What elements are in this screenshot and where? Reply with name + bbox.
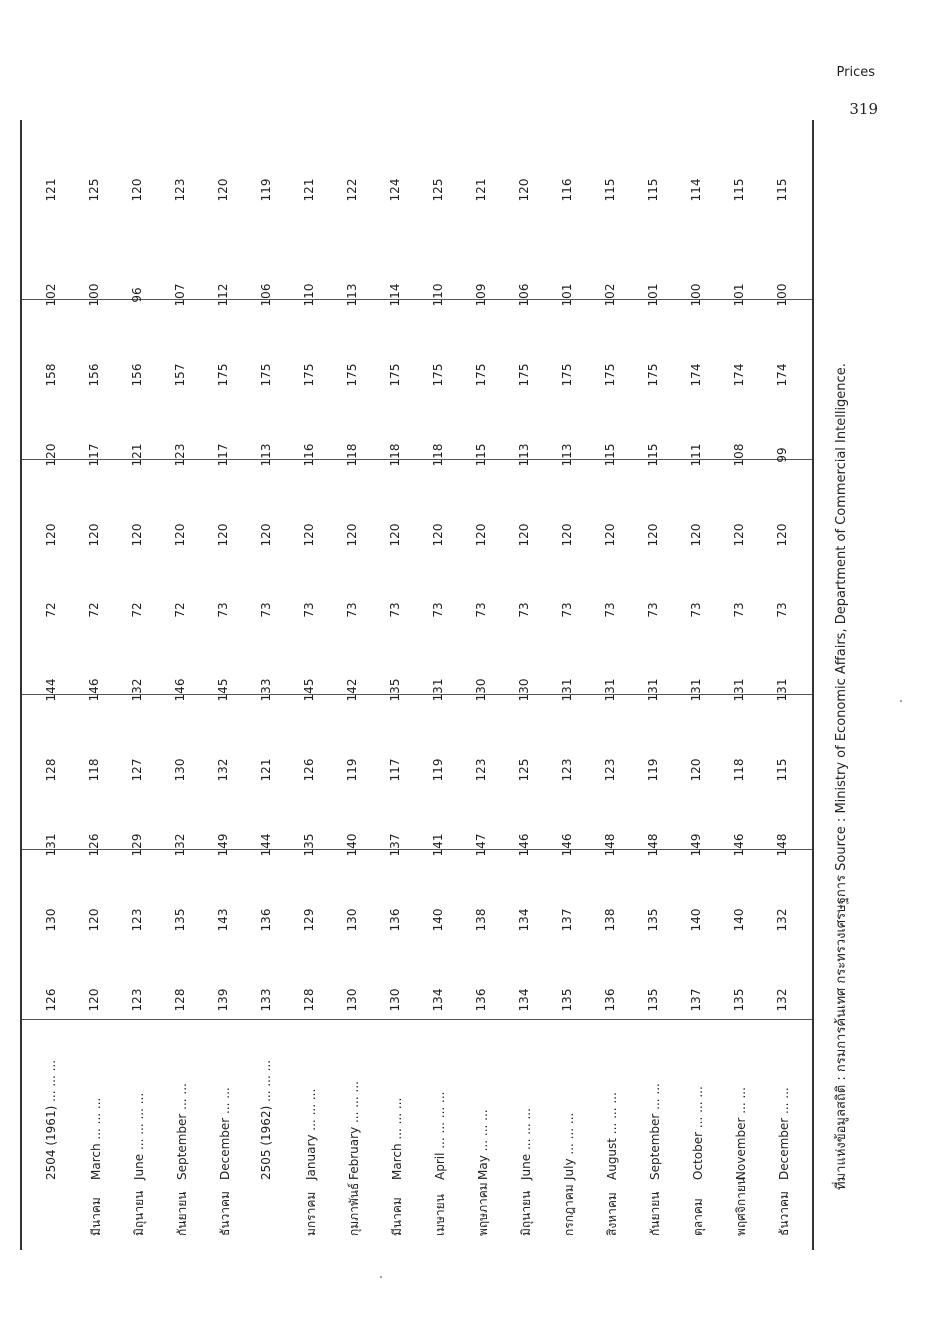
value-cell: 127: [130, 758, 144, 782]
value-cell: 73: [732, 602, 746, 618]
value-cell: 125: [87, 178, 101, 202]
value-cell: 175: [517, 363, 531, 387]
value-cell: 131: [431, 678, 445, 702]
value-cell: 73: [302, 602, 316, 618]
value-cell: 120: [44, 523, 58, 547]
row-thai-month: มีนาคม: [89, 1197, 103, 1236]
table-row: [419, 120, 460, 1250]
row-thai-month: มิถุนายน: [519, 1190, 533, 1236]
value-cell: 148: [646, 833, 660, 857]
value-cell: 146: [560, 833, 574, 857]
row-period-label: [431, 1092, 450, 1236]
value-cell: 174: [689, 363, 703, 387]
value-cell: 101: [732, 283, 746, 307]
value-cell: 126: [302, 758, 316, 782]
value-cell: 120: [87, 908, 101, 932]
value-cell: 140: [345, 833, 359, 857]
table-row: [505, 120, 546, 1250]
table-row: [204, 120, 245, 1250]
value-cell: 114: [689, 178, 703, 202]
row-period-label: [173, 1083, 192, 1236]
table-row: [462, 120, 503, 1250]
value-cell: 157: [173, 363, 187, 387]
value-cell: 175: [345, 363, 359, 387]
value-cell: 72: [130, 602, 144, 618]
value-cell: 135: [302, 833, 316, 857]
value-cell: 120: [87, 523, 101, 547]
value-cell: 130: [345, 908, 359, 932]
value-cell: 120: [216, 523, 230, 547]
table-row: [161, 120, 202, 1250]
value-cell: 100: [689, 283, 703, 307]
table-row: [720, 120, 761, 1250]
value-cell: 128: [173, 988, 187, 1012]
row-thai-month: มกราคม: [304, 1191, 318, 1236]
value-cell: 102: [603, 283, 617, 307]
value-cell: 112: [216, 283, 230, 307]
value-cell: 102: [44, 283, 58, 307]
value-cell: 116: [560, 178, 574, 202]
value-cell: 73: [259, 602, 273, 618]
row-thai-month: ธันวาคม: [218, 1191, 232, 1236]
value-cell: 120: [388, 523, 402, 547]
row-thai-month: กันยายน: [175, 1191, 189, 1236]
value-cell: 120: [689, 758, 703, 782]
value-cell: 96: [130, 287, 144, 303]
table-row: [634, 120, 675, 1250]
value-cell: 120: [173, 523, 187, 547]
row-english-label: March ... ... ...: [89, 1097, 103, 1180]
value-cell: 142: [345, 678, 359, 702]
value-cell: 113: [560, 443, 574, 467]
value-cell: 131: [775, 678, 789, 702]
value-cell: 144: [44, 678, 58, 702]
value-cell: 123: [130, 908, 144, 932]
value-cell: 113: [517, 443, 531, 467]
value-cell: 118: [87, 758, 101, 782]
value-cell: 121: [474, 178, 488, 202]
value-cell: 120: [130, 178, 144, 202]
value-cell: 134: [517, 908, 531, 932]
value-cell: 124: [388, 178, 402, 202]
value-cell: 126: [87, 833, 101, 857]
value-cell: 113: [345, 283, 359, 307]
value-cell: 121: [130, 443, 144, 467]
row-thai-month: สิงหาคม: [605, 1192, 619, 1236]
value-cell: 119: [431, 758, 445, 782]
value-cell: 133: [259, 988, 273, 1012]
page-number: 319: [849, 100, 878, 118]
value-cell: 141: [431, 833, 445, 857]
table-row: [75, 120, 116, 1250]
value-cell: 120: [560, 523, 574, 547]
value-cell: 175: [259, 363, 273, 387]
value-cell: 115: [603, 178, 617, 202]
value-cell: 175: [474, 363, 488, 387]
value-cell: 73: [775, 602, 789, 618]
value-cell: 148: [603, 833, 617, 857]
value-cell: 158: [44, 363, 58, 387]
value-cell: 120: [775, 523, 789, 547]
value-cell: 149: [689, 833, 703, 857]
value-cell: 125: [517, 758, 531, 782]
row-english-label: July ... ... ...: [562, 1112, 576, 1180]
value-cell: 140: [431, 908, 445, 932]
row-english-label: April ... ... ... ...: [433, 1091, 447, 1180]
value-cell: 108: [732, 443, 746, 467]
table-row: [591, 120, 632, 1250]
value-cell: 120: [259, 523, 273, 547]
value-cell: 120: [431, 523, 445, 547]
value-cell: 119: [345, 758, 359, 782]
value-cell: 139: [216, 988, 230, 1012]
row-thai-month: พฤษภาคม: [476, 1182, 490, 1236]
row-thai-month: กรกฎาคม: [562, 1184, 576, 1236]
value-cell: 114: [388, 283, 402, 307]
value-cell: 135: [646, 988, 660, 1012]
value-cell: 73: [388, 602, 402, 618]
row-thai-month: ธันวาคม: [777, 1191, 791, 1236]
value-cell: 117: [388, 758, 402, 782]
value-cell: 73: [560, 602, 574, 618]
value-cell: 175: [388, 363, 402, 387]
value-cell: 73: [689, 602, 703, 618]
value-cell: 115: [603, 443, 617, 467]
value-cell: 145: [216, 678, 230, 702]
row-thai-month: เมษายน: [433, 1194, 447, 1236]
value-cell: 115: [775, 178, 789, 202]
value-cell: 116: [302, 443, 316, 467]
row-english-label: September ... ...: [175, 1083, 189, 1180]
value-cell: 146: [87, 678, 101, 702]
value-cell: 175: [560, 363, 574, 387]
value-cell: 115: [474, 443, 488, 467]
row-period-label: [130, 1093, 149, 1236]
value-cell: 120: [603, 523, 617, 547]
value-cell: 137: [560, 908, 574, 932]
table-row: [247, 120, 288, 1250]
value-cell: 73: [646, 602, 660, 618]
value-cell: 118: [388, 443, 402, 467]
row-english-label: December ... ...: [218, 1087, 232, 1180]
value-cell: 126: [44, 988, 58, 1012]
value-cell: 119: [259, 178, 273, 202]
value-cell: 72: [173, 602, 187, 618]
value-cell: 110: [302, 283, 316, 307]
row-thai-month: พฤศจิกายน: [734, 1176, 748, 1236]
value-cell: 120: [87, 988, 101, 1012]
value-cell: 147: [474, 833, 488, 857]
row-english-label: 2504 (1961) ... ... ...: [44, 1059, 58, 1180]
value-cell: 115: [775, 758, 789, 782]
value-cell: 135: [388, 678, 402, 702]
value-cell: 123: [474, 758, 488, 782]
row-period-label: [87, 1098, 106, 1236]
value-cell: 138: [474, 908, 488, 932]
value-cell: 130: [474, 678, 488, 702]
value-cell: 132: [216, 758, 230, 782]
value-cell: 111: [689, 443, 703, 467]
value-cell: 106: [517, 283, 531, 307]
value-cell: 149: [216, 833, 230, 857]
row-thai-month: กุมภาพันธ์: [347, 1182, 361, 1236]
value-cell: 123: [173, 178, 187, 202]
value-cell: 130: [173, 758, 187, 782]
table-row: [548, 120, 589, 1250]
table-row: [333, 120, 374, 1250]
value-cell: 121: [44, 178, 58, 202]
value-cell: 174: [732, 363, 746, 387]
value-cell: 132: [173, 833, 187, 857]
value-cell: 137: [689, 988, 703, 1012]
value-cell: 156: [87, 363, 101, 387]
value-cell: 137: [388, 833, 402, 857]
row-english-label: August ... ... ...: [605, 1092, 619, 1180]
value-cell: 135: [173, 908, 187, 932]
value-cell: 117: [87, 443, 101, 467]
value-cell: 133: [259, 678, 273, 702]
value-cell: 120: [130, 523, 144, 547]
value-cell: 72: [44, 602, 58, 618]
value-cell: 146: [517, 833, 531, 857]
value-cell: 122: [345, 178, 359, 202]
value-cell: 118: [431, 443, 445, 467]
row-period-label: [388, 1098, 407, 1236]
value-cell: 120: [646, 523, 660, 547]
row-english-label: October ... ... ...: [691, 1086, 705, 1180]
value-cell: 101: [560, 283, 574, 307]
source-note: ที่มาแห่งข้อมูลสถิติ : กรมการค้นเทศ กระทรวงเศรษฐการ Source : Ministry of Economic Affairs, Department of Commercial Intelligence.: [834, 363, 849, 1190]
row-period-label: [302, 1089, 321, 1236]
value-cell: 73: [431, 602, 445, 618]
row-english-label: June ... ... ... ...: [132, 1092, 146, 1180]
row-english-label: June ... ... ...: [519, 1108, 533, 1180]
row-period-label: [517, 1108, 536, 1236]
row-period-label: [44, 1060, 58, 1236]
scan-speck: [380, 1276, 382, 1278]
value-cell: 73: [603, 602, 617, 618]
row-period-label: [474, 1109, 493, 1236]
price-index-table: [20, 120, 814, 1250]
value-cell: 100: [775, 283, 789, 307]
table-row: [677, 120, 718, 1250]
value-cell: 175: [302, 363, 316, 387]
value-cell: 132: [775, 988, 789, 1012]
value-cell: 123: [130, 988, 144, 1012]
value-cell: 175: [646, 363, 660, 387]
value-cell: 120: [732, 523, 746, 547]
value-cell: 109: [474, 283, 488, 307]
value-cell: 120: [44, 443, 58, 467]
table-row: [376, 120, 417, 1250]
value-cell: 136: [259, 908, 273, 932]
value-cell: 99: [775, 447, 789, 463]
value-cell: 123: [173, 443, 187, 467]
row-thai-month: มีนาคม: [390, 1197, 404, 1236]
value-cell: 135: [732, 988, 746, 1012]
value-cell: 107: [173, 283, 187, 307]
value-cell: 121: [259, 758, 273, 782]
row-english-label: March ... ... ...: [390, 1097, 404, 1180]
rotated-table-area: [20, 120, 849, 1250]
page-header-title: Prices: [836, 65, 875, 80]
value-cell: 120: [474, 523, 488, 547]
value-cell: 73: [474, 602, 488, 618]
value-cell: 146: [173, 678, 187, 702]
row-thai-month: กันยายน: [648, 1191, 662, 1236]
value-cell: 72: [87, 602, 101, 618]
value-cell: 120: [517, 178, 531, 202]
value-cell: 130: [517, 678, 531, 702]
table-row: [32, 120, 73, 1250]
value-cell: 129: [130, 833, 144, 857]
value-cell: 131: [732, 678, 746, 702]
value-cell: 136: [388, 908, 402, 932]
value-cell: 123: [560, 758, 574, 782]
row-english-label: December ... ...: [777, 1087, 791, 1180]
value-cell: 110: [431, 283, 445, 307]
value-cell: 144: [259, 833, 273, 857]
table-row: [290, 120, 331, 1250]
value-cell: 73: [216, 602, 230, 618]
table-row: [763, 120, 804, 1250]
value-cell: 132: [130, 678, 144, 702]
value-cell: 175: [603, 363, 617, 387]
row-english-label: November ... ...: [734, 1087, 748, 1180]
value-cell: 131: [646, 678, 660, 702]
value-cell: 118: [345, 443, 359, 467]
value-cell: 134: [517, 988, 531, 1012]
row-period-label: [775, 1087, 794, 1236]
value-cell: 146: [732, 833, 746, 857]
value-cell: 115: [646, 443, 660, 467]
value-cell: 120: [216, 178, 230, 202]
row-english-label: February ... ... ...: [347, 1081, 361, 1180]
row-english-label: September ... ...: [648, 1083, 662, 1180]
value-cell: 120: [302, 523, 316, 547]
value-cell: 120: [345, 523, 359, 547]
value-cell: 130: [345, 988, 359, 1012]
value-cell: 174: [775, 363, 789, 387]
value-cell: 131: [603, 678, 617, 702]
value-cell: 135: [560, 988, 574, 1012]
value-cell: 73: [517, 602, 531, 618]
row-period-label: [603, 1092, 622, 1236]
value-cell: 100: [87, 283, 101, 307]
row-english-label: 2505 (1962) ... ... ...: [259, 1059, 273, 1180]
value-cell: 123: [603, 758, 617, 782]
value-cell: 120: [517, 523, 531, 547]
table-row: [118, 120, 159, 1250]
value-cell: 138: [603, 908, 617, 932]
row-period-label: [259, 1060, 273, 1236]
row-period-label: [345, 1081, 364, 1236]
value-cell: 121: [302, 178, 316, 202]
value-cell: 135: [646, 908, 660, 932]
value-cell: 175: [216, 363, 230, 387]
value-cell: 119: [646, 758, 660, 782]
row-english-label: January ... ... ...: [304, 1088, 318, 1180]
value-cell: 118: [732, 758, 746, 782]
value-cell: 117: [216, 443, 230, 467]
value-cell: 131: [44, 833, 58, 857]
value-cell: 128: [44, 758, 58, 782]
value-cell: 115: [646, 178, 660, 202]
row-thai-month: ตุลาคม: [691, 1198, 705, 1236]
value-cell: 130: [388, 988, 402, 1012]
value-cell: 140: [689, 908, 703, 932]
value-cell: 125: [431, 178, 445, 202]
row-period-label: [216, 1087, 235, 1236]
value-cell: 134: [431, 988, 445, 1012]
row-period-label: [560, 1113, 579, 1236]
value-cell: 101: [646, 283, 660, 307]
value-cell: 73: [345, 602, 359, 618]
value-cell: 175: [431, 363, 445, 387]
value-cell: 113: [259, 443, 273, 467]
value-cell: 106: [259, 283, 273, 307]
row-period-label: [689, 1086, 708, 1236]
value-cell: 140: [732, 908, 746, 932]
value-cell: 148: [775, 833, 789, 857]
value-cell: 131: [689, 678, 703, 702]
value-cell: 131: [560, 678, 574, 702]
row-english-label: May ... ... ...: [476, 1109, 490, 1180]
value-cell: 115: [732, 178, 746, 202]
row-period-label: [732, 1087, 751, 1236]
value-cell: 128: [302, 988, 316, 1012]
value-cell: 143: [216, 908, 230, 932]
value-cell: 129: [302, 908, 316, 932]
value-cell: 136: [474, 988, 488, 1012]
row-period-label: [646, 1083, 665, 1236]
value-cell: 145: [302, 678, 316, 702]
value-cell: 136: [603, 988, 617, 1012]
value-cell: 130: [44, 908, 58, 932]
value-cell: 132: [775, 908, 789, 932]
value-cell: 120: [689, 523, 703, 547]
scan-speck: [900, 700, 902, 702]
value-cell: 156: [130, 363, 144, 387]
row-thai-month: มิถุนายน: [132, 1190, 146, 1236]
